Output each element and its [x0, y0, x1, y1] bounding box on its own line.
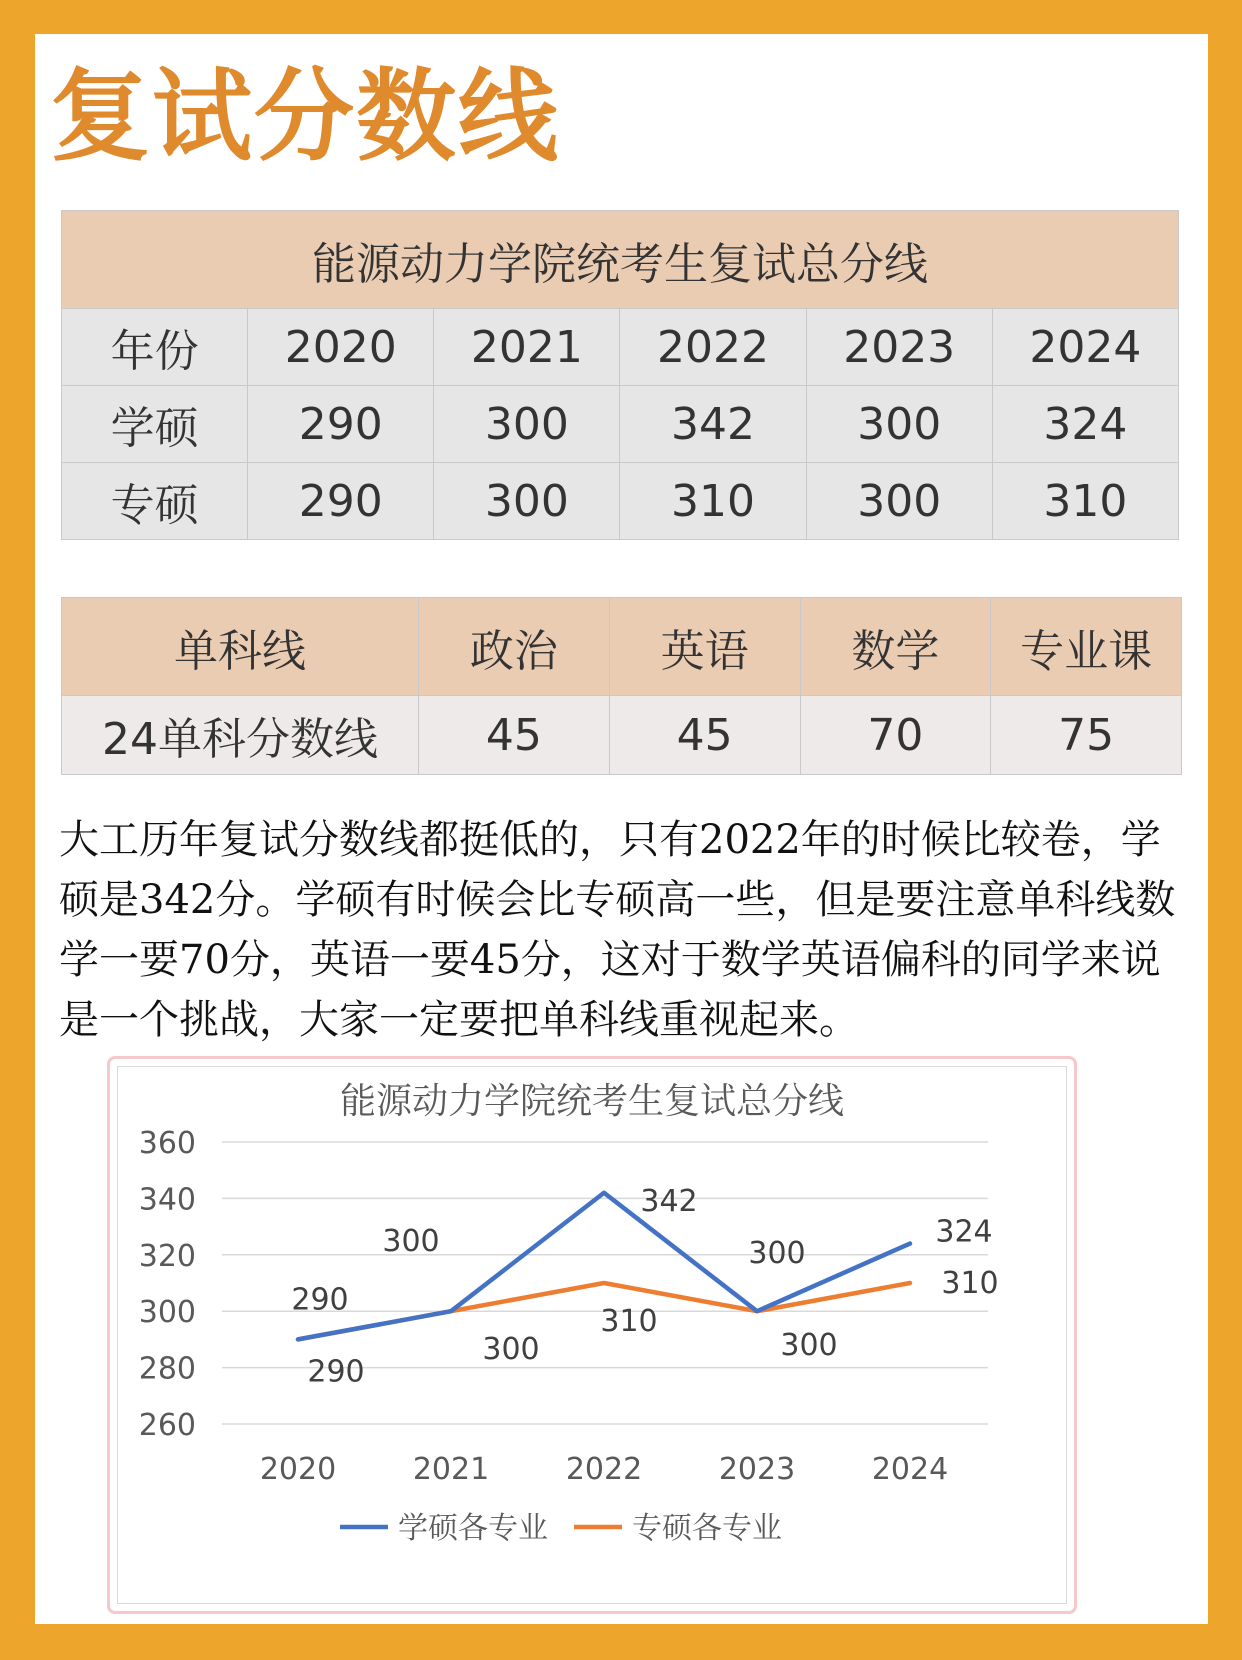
- table-row: [62, 463, 1179, 540]
- table-cell: 310: [620, 463, 806, 540]
- header-cell: 专业课: [991, 598, 1182, 696]
- header-cell: 政治: [419, 598, 610, 696]
- table-cell: 290: [248, 463, 434, 540]
- y-tick-label: 320: [138, 1238, 196, 1274]
- header-cell: 年份: [62, 309, 248, 386]
- table-header-row: [62, 309, 1179, 386]
- chart-legend: [340, 1511, 782, 1546]
- table-cell: 70: [800, 696, 991, 775]
- header-cell: 2024: [992, 309, 1178, 386]
- x-tick-label: 2024: [871, 1452, 949, 1487]
- y-tick-label: 260: [138, 1408, 196, 1443]
- row-label: 学硕: [62, 386, 248, 463]
- row-label: 专硕: [62, 463, 248, 540]
- y-tick-label: 360: [138, 1126, 196, 1161]
- table-cell: 300: [434, 463, 620, 540]
- legend-label: 学硕各专业: [398, 1511, 548, 1546]
- table-cell: 75: [991, 696, 1182, 775]
- content-card: [35, 34, 1208, 1624]
- table-cell: 324: [992, 386, 1178, 463]
- data-label: 324: [935, 1214, 993, 1250]
- y-axis: [139, 1126, 196, 1443]
- line-chart: [118, 1067, 1066, 1603]
- chart-title: 能源动力学院统考生复试总分线: [339, 1081, 845, 1122]
- table-cell: 300: [434, 386, 620, 463]
- header-cell: 2023: [806, 309, 992, 386]
- table-cell: 45: [609, 696, 800, 775]
- data-label: 300: [482, 1332, 540, 1368]
- table-row: [62, 696, 1182, 775]
- table-cell: 45: [419, 696, 610, 775]
- header-cell: 2021: [434, 309, 620, 386]
- data-label: 310: [941, 1266, 999, 1301]
- legend-label: 专硕各专业: [632, 1511, 782, 1546]
- data-label: 300: [382, 1224, 440, 1260]
- table-caption: 能源动力学院统考生复试总分线: [62, 211, 1179, 309]
- x-tick-label: 2023: [718, 1452, 796, 1487]
- header-cell: 英语: [609, 598, 800, 696]
- x-tick-label: 2020: [259, 1452, 337, 1487]
- data-label: 310: [600, 1304, 658, 1339]
- table-row: [62, 386, 1179, 463]
- header-cell: 2020: [248, 309, 434, 386]
- data-label: 300: [780, 1328, 838, 1364]
- data-label: 342: [640, 1183, 698, 1219]
- header-cell: 单科线: [62, 598, 419, 696]
- header-cell: 2022: [620, 309, 806, 386]
- x-tick-label: 2021: [412, 1452, 490, 1487]
- table-cell: 342: [620, 386, 806, 463]
- y-tick-label: 280: [138, 1351, 196, 1387]
- x-axis: [260, 1452, 948, 1487]
- data-label: 300: [748, 1236, 806, 1272]
- header-cell: 数学: [800, 598, 991, 696]
- description-text: 大工历年复试分数线都挺低的，只有2022年的时候比较卷，学硕是342分。学硕有时候会比专硕高一些，但是要注意单科线数学一要70分，英语一要45分，这对于数学英语偏科的同学来说是一个挑战，大家一定要把单科线重视起来。: [59, 817, 1176, 1043]
- single-subject-table: [61, 597, 1182, 775]
- table-header-row: [62, 598, 1182, 696]
- x-tick-label: 2022: [565, 1452, 643, 1487]
- row-label: 24单科分数线: [62, 696, 419, 775]
- chart-area: [117, 1066, 1067, 1604]
- table-cell: 310: [992, 463, 1178, 540]
- y-tick-label: 340: [138, 1182, 196, 1218]
- y-tick-label: 300: [138, 1295, 196, 1331]
- table-cell: 300: [806, 463, 992, 540]
- table-cell: 300: [806, 386, 992, 463]
- data-label: 290: [291, 1282, 349, 1318]
- data-label: 290: [307, 1354, 365, 1390]
- page-title: 复试分数线: [50, 57, 560, 175]
- total-score-table: [61, 210, 1179, 540]
- table-cell: 290: [248, 386, 434, 463]
- chart-frame: [107, 1056, 1077, 1614]
